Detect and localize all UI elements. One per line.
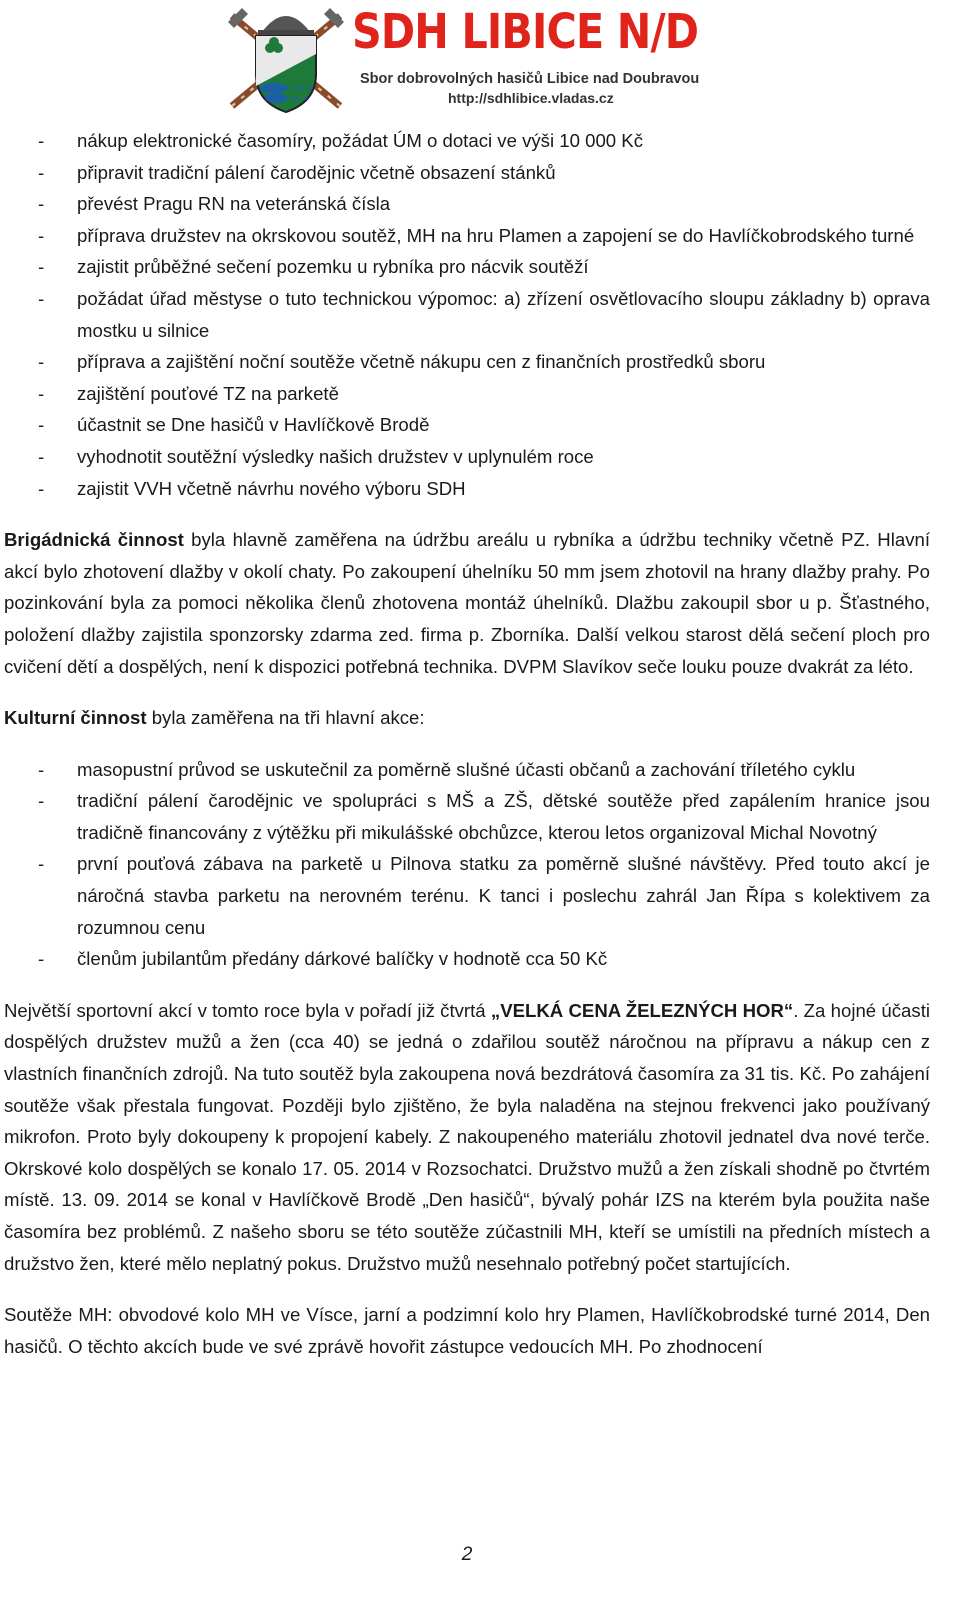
culture-paragraph: Kulturní činnost byla zaměřena na tři hlavní akce:	[4, 707, 425, 729]
bullet-dash: -	[38, 287, 45, 309]
brigade-heading: Brigádnická činnost	[4, 529, 184, 551]
website-url: http://sdhlibice.vladas.cz	[448, 90, 614, 106]
bullet-dash: -	[38, 224, 45, 246]
list-item: - převést Pragu RN na veteránská čísla	[4, 188, 930, 220]
report-body	[4, 125, 930, 1362]
list-item: - nákup elektronické časomíry, požádat ÚM o dotaci ve výši 10 000 Kč	[4, 125, 930, 157]
list-item: - zajištění pouťové TZ na parketě	[4, 378, 930, 410]
firefighters-emblem-icon	[226, 2, 346, 116]
list-item: - členům jubilantům předány dárkové balíčky v hodnotě cca 50 Kč	[4, 943, 930, 975]
list-item: - masopustní průvod se uskutečnil za poměrně slušné účasti občanů a zachování tříletého cyklu	[4, 754, 930, 786]
list-item: - požádat úřad městyse o tuto technickou výpomoc: a) zřízení osvětlovacího sloupu základny b) oprava mostku u silnice	[4, 283, 930, 346]
organization-subtitle: Sbor dobrovolných hasičů Libice nad Doubravou	[360, 71, 700, 87]
bullet-dash: -	[38, 382, 45, 404]
list-item: - zajistit průběžné sečení pozemku u rybníka pro nácvik soutěží	[4, 251, 930, 283]
bullet-dash: -	[38, 853, 45, 875]
bullet-dash: -	[38, 790, 45, 812]
bullet-dash: -	[38, 161, 45, 183]
event-name: „VELKÁ CENA ŽELEZNÝCH HOR“	[490, 999, 794, 1021]
list-item: - příprava a zajištění noční soutěže včetně nákupu cen z finančních prostředků sboru	[4, 346, 930, 378]
list-item: - tradiční pálení čarodějnic ve spolupráci s MŠ a ZŠ, dětské soutěže před zapálením hranice jsou tradičně financovány z výtěžku při mikulášské obchůzce, kterou letos organizoval Michal Novotný	[4, 785, 930, 848]
list-item: - připravit tradiční pálení čarodějnic včetně obsazení stánků	[4, 157, 930, 189]
bullet-dash: -	[38, 193, 45, 215]
bullet-dash: -	[38, 351, 45, 373]
bullet-dash: -	[38, 758, 45, 780]
list-item: - vyhodnotit soutěžní výsledky našich družstev v uplynulém roce	[4, 441, 930, 473]
bullet-dash: -	[38, 948, 45, 970]
culture-heading: Kulturní činnost	[4, 707, 147, 729]
page-header	[0, 0, 960, 118]
sport-paragraph: Největší sportovní akcí v tomto roce byla v pořadí již čtvrtá „VELKÁ CENA ŽELEZNÝCH HOR“. Za hojné účasti dospělých družstev mužů a žen (cca 40) se jedná o zdařilou soutěž náročnou na přípravu a nákup cen z vlastních finančních zdrojů. Na tuto soutěž byla zakoupena nová bezdrátová časomíra za 31 tis. Kč. Po zahájení soutěže však přestala fungovat. Později bylo zjištěno, že byla naladěna na stejnou frekvenci jako používaný mikrofon. Proto byly dokoupeny k propojení kabely. Z nakoupeného materiálu zhotovil jednatel dva nové terče. Okrskové kolo dospělých se konalo 17. 05. 2014 v Rozsochatci. Družstvo mužů a žen získali shodně po čtvrtém místě. 13. 09. 2014 se konal v Havlíčkově Brodě „Den hasičů“, bývalý pohár IZS na kterém byla použita naše časomíra bez problémů. Z našeho sboru se této soutěže zúčastnili MH, kteří se umístili na předních místech a družstvo žen, které mělo neplatný pokus. Družstvo mužů nesehnalo potřebný počet startujících.	[4, 999, 930, 1274]
bullet-dash: -	[38, 445, 45, 467]
list-item: - zajistit VVH včetně návrhu nového výboru SDH	[4, 473, 930, 505]
bullet-dash: -	[38, 256, 45, 278]
list-item: - první pouťová zábava na parketě u Pilnova statku za poměrně slušné návštěvy. Před touto akcí je náročná stavba parketu na nerovném terénu. K tanci i poslechu zahrál Jan Řípa s kolektivem za rozumnou cenu	[4, 848, 930, 943]
bullet-dash: -	[38, 130, 45, 151]
list-item: - účastnit se Dne hasičů v Havlíčkově Brodě	[4, 409, 930, 441]
bullet-dash: -	[38, 477, 45, 499]
competitions-paragraph: Soutěže MH: obvodové kolo MH ve Vísce, jarní a podzimní kolo hry Plamen, Havlíčkobrodské turné 2014, Den hasičů. O těchto akcích bude ve své zprávě hovořit zástupce vedoucích MH. Po zhodnocení	[4, 1304, 930, 1357]
culture-list	[4, 754, 930, 975]
list-item: - příprava družstev na okrskovou soutěž, MH na hru Plamen a zapojení se do Havlíčkobrodského turné	[4, 220, 930, 252]
brigade-paragraph: Brigádnická činnost byla hlavně zaměřena na údržbu areálu u rybníka a údržbu techniky včetně PZ. Hlavní akcí bylo zhotovení dlažby v okolí chaty. Po zakoupení úhelníku 50 mm jsem zhotovil na hrany dlažby prahy. Po pozinkování byla za pomoci několika členů zhotovena montáž úhelníků. Dlažbu zakoupil sbor u p. Šťastného, položení dlažby zajistila sponzorsky zdarma zed. firma p. Zborníka. Další velkou starost dělá sečení ploch pro cvičení dětí a dospělých, není k dispozici potřebná technika. DVPM Slavíkov seče louku pouze dvakrát za léto.	[4, 529, 930, 677]
page-number: 2	[461, 1544, 473, 1565]
plan-list	[4, 125, 930, 504]
bullet-dash: -	[38, 414, 45, 436]
organization-title: SDH LIBICE N/D	[352, 4, 699, 60]
